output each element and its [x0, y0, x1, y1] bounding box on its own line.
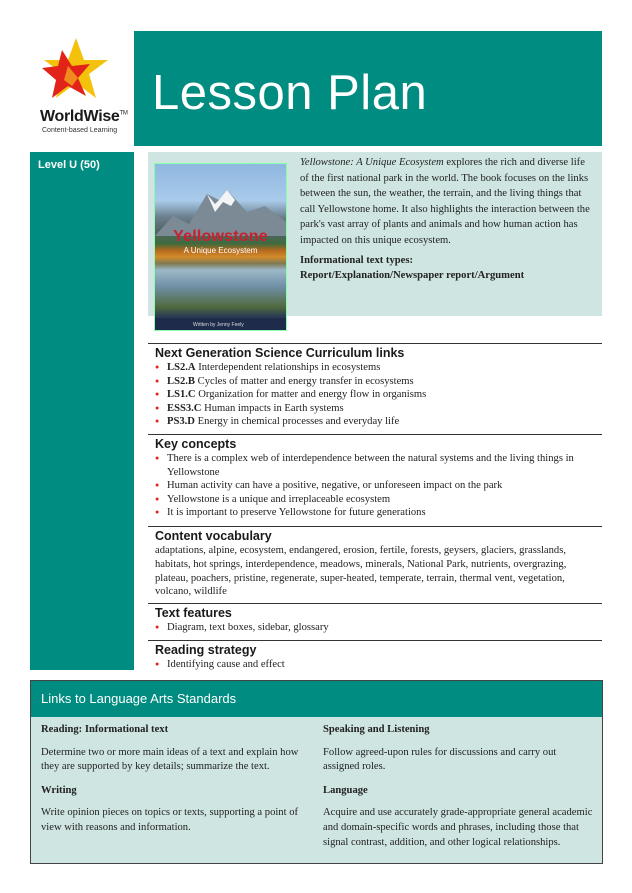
- standard-title: Writing: [41, 784, 77, 796]
- ngss-item: ● LS2.A Interdependent relationships in ecosystems: [155, 361, 602, 375]
- cover-footer: [155, 318, 286, 330]
- left-column: [30, 152, 134, 670]
- book-title: Yellowstone: A Unique Ecosystem: [300, 157, 444, 168]
- ngss-heading: Next Generation Science Curriculum links: [155, 346, 405, 360]
- book-intro: [148, 152, 602, 328]
- standards-heading: Links to Language Arts Standards: [41, 691, 237, 706]
- description-text: explores the rich and diverse life of the first national park in the world. The book focuses on the links between the sun, the weather, the terrain, and the living things that call Yellowstone home. It also highlights the interaction between the park's vast array of plants and animals and how human action has impacted on this unique ecosystem.: [300, 157, 590, 246]
- reading-strategy-heading: Reading strategy: [155, 643, 257, 657]
- strategy-item: ● Identifying cause and effect: [155, 658, 602, 672]
- book-description: [300, 155, 592, 284]
- standards-box: [30, 680, 603, 864]
- concept-item: ● Human activity can have a positive, negative, or unforeseen impact on the park: [155, 479, 602, 493]
- vocabulary-section: [148, 526, 602, 599]
- logo-tm: TM: [119, 110, 128, 117]
- vocabulary-text: adaptations, alpine, ecosystem, endangered, erosion, fertile, forests, geysers, glaciers, grasslands, habitats, hot springs, interdependence, meadows, minerals, National Park, nutrients, overgrazing, plateau, poachers, pristine, regenerate, super-heated, temperate, terrain, thermal vent, vegetation, volcano, wildlife: [155, 545, 567, 598]
- header-band: [134, 31, 602, 146]
- star-logo-icon: [42, 36, 112, 108]
- cover-author: Written by Jenny Feely: [193, 322, 244, 328]
- concept-item: ● There is a complex web of interdependence between the natural systems and the living things in Yellowstone: [155, 452, 602, 479]
- concept-item: ● Yellowstone is a unique and irreplaceable ecosystem: [155, 493, 602, 507]
- key-concepts-section: [148, 434, 602, 520]
- logo-brand: WorldWise: [40, 108, 120, 125]
- text-types-label: Informational text types:: [300, 254, 413, 266]
- ngss-item: ● LS1.C Organization for matter and energy flow in organisms: [155, 388, 602, 402]
- standard-text: Follow agreed-upon rules for discussions and carry out assigned roles.: [323, 746, 557, 773]
- standard-text: Acquire and use accurately grade-appropriate general academic and domain-specific words and phrases, including those that signal contrast, addition, and other logical relationships.: [323, 807, 593, 848]
- standards-header: [31, 681, 602, 717]
- vocabulary-heading: Content vocabulary: [155, 529, 272, 543]
- concept-item: ● It is important to preserve Yellowstone for future generations: [155, 506, 602, 520]
- ngss-item: ● PS3.D Energy in chemical processes and everyday life: [155, 415, 602, 429]
- page-title: Lesson Plan: [152, 66, 428, 120]
- feature-item: ● Diagram, text boxes, sidebar, glossary: [155, 621, 602, 635]
- text-types-value: Report/Explanation/Newspaper report/Argument: [300, 270, 525, 282]
- text-features-heading: Text features: [155, 606, 232, 620]
- standard-text: Write opinion pieces on topics or texts, supporting a point of view with reasons and information.: [41, 807, 299, 833]
- book-cover-image: [154, 163, 287, 331]
- ngss-item: ● LS2.B Cycles of matter and energy transfer in ecosystems: [155, 375, 602, 389]
- reading-strategy-section: [148, 640, 602, 672]
- ngss-section: [148, 343, 602, 429]
- standard-title: Language: [323, 784, 368, 796]
- logo-tagline: Content-based Learning: [42, 127, 118, 134]
- standard-title: Reading: Informational text: [41, 724, 169, 735]
- ngss-item: ● ESS3.C Human impacts in Earth systems: [155, 402, 602, 416]
- standard-text: Determine two or more main ideas of a text and explain how they are supported by key details; summarize the text.: [41, 746, 299, 773]
- cover-title: Yellowstone: [173, 228, 268, 245]
- standard-title: Speaking and Listening: [323, 724, 430, 735]
- standards-right-column: [323, 723, 595, 859]
- level-label: Level U (50): [38, 159, 100, 171]
- text-features-section: [148, 603, 602, 635]
- cover-subtitle: A Unique Ecosystem: [183, 246, 258, 255]
- key-concepts-heading: Key concepts: [155, 437, 237, 451]
- standards-left-column: [41, 723, 313, 845]
- worldwise-logo: [20, 36, 130, 140]
